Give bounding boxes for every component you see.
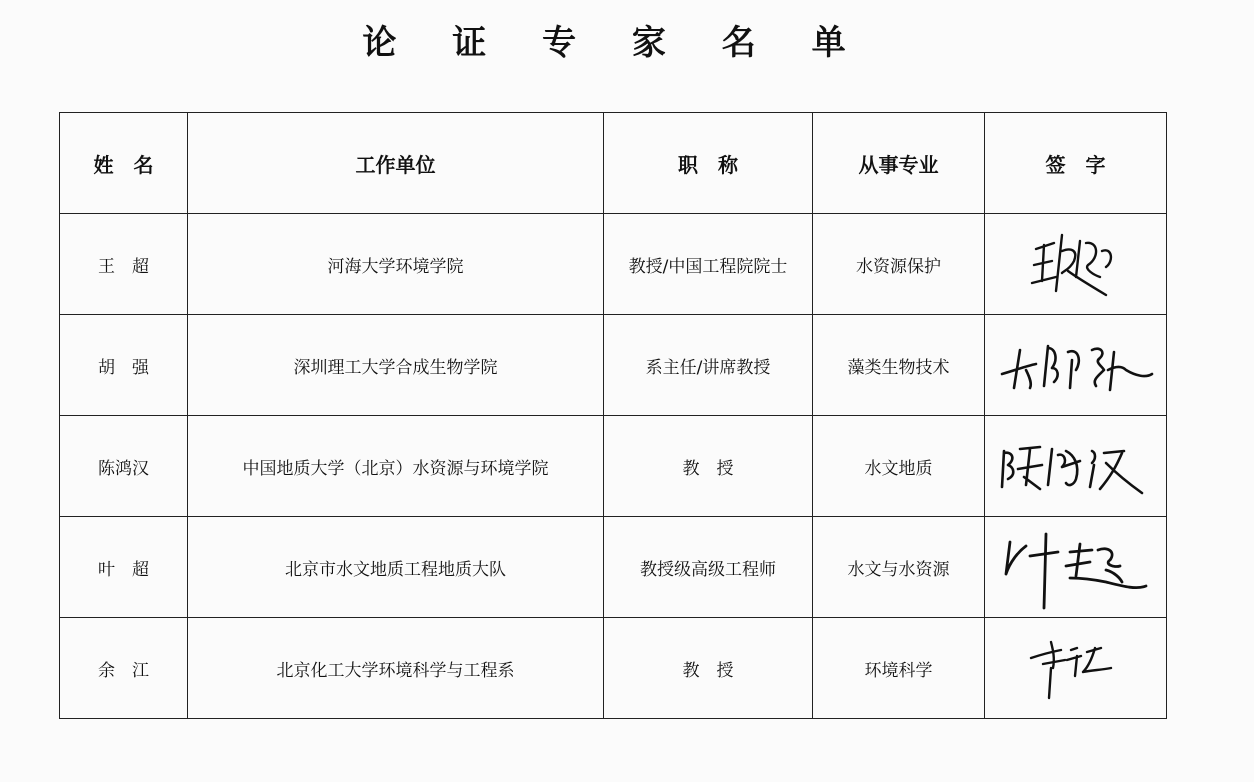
signature-image <box>996 522 1156 612</box>
cell-signature <box>985 416 1167 517</box>
page-title: 论 证 专 家 名 单 <box>362 23 868 63</box>
cell-title: 系主任/讲席教授 <box>604 315 813 416</box>
signature-image <box>1016 221 1136 307</box>
cell-unit: 北京市水文地质工程地质大队 <box>188 517 604 618</box>
cell-title: 教 授 <box>604 416 813 517</box>
table-row <box>60 618 1167 719</box>
expert-table <box>59 112 1167 719</box>
cell-specialty: 水资源保护 <box>813 214 985 315</box>
header-name: 姓 名 <box>60 113 188 214</box>
cell-unit: 中国地质大学（北京）水资源与环境学院 <box>188 416 604 517</box>
signature-image <box>996 330 1156 400</box>
cell-unit: 河海大学环境学院 <box>188 214 604 315</box>
cell-specialty: 藻类生物技术 <box>813 315 985 416</box>
cell-specialty: 水文地质 <box>813 416 985 517</box>
signature-image <box>1021 628 1131 708</box>
cell-signature <box>985 517 1167 618</box>
cell-signature <box>985 618 1167 719</box>
table-header-row <box>60 113 1167 214</box>
cell-name: 余 江 <box>60 618 188 719</box>
table-row <box>60 315 1167 416</box>
cell-name: 陈鸿汉 <box>60 416 188 517</box>
table-row <box>60 517 1167 618</box>
header-unit: 工作单位 <box>188 113 604 214</box>
cell-name: 胡 强 <box>60 315 188 416</box>
cell-name: 王 超 <box>60 214 188 315</box>
cell-name: 叶 超 <box>60 517 188 618</box>
header-signature: 签 字 <box>985 113 1167 214</box>
cell-signature <box>985 214 1167 315</box>
cell-specialty: 水文与水资源 <box>813 517 985 618</box>
cell-title: 教授级高级工程师 <box>604 517 813 618</box>
cell-unit: 北京化工大学环境科学与工程系 <box>188 618 604 719</box>
cell-specialty: 环境科学 <box>813 618 985 719</box>
signature-image <box>996 431 1156 501</box>
header-title: 职 称 <box>604 113 813 214</box>
cell-title: 教授/中国工程院院士 <box>604 214 813 315</box>
table-row <box>60 416 1167 517</box>
cell-unit: 深圳理工大学合成生物学院 <box>188 315 604 416</box>
header-specialty: 从事专业 <box>813 113 985 214</box>
table-row <box>60 214 1167 315</box>
cell-signature <box>985 315 1167 416</box>
cell-title: 教 授 <box>604 618 813 719</box>
